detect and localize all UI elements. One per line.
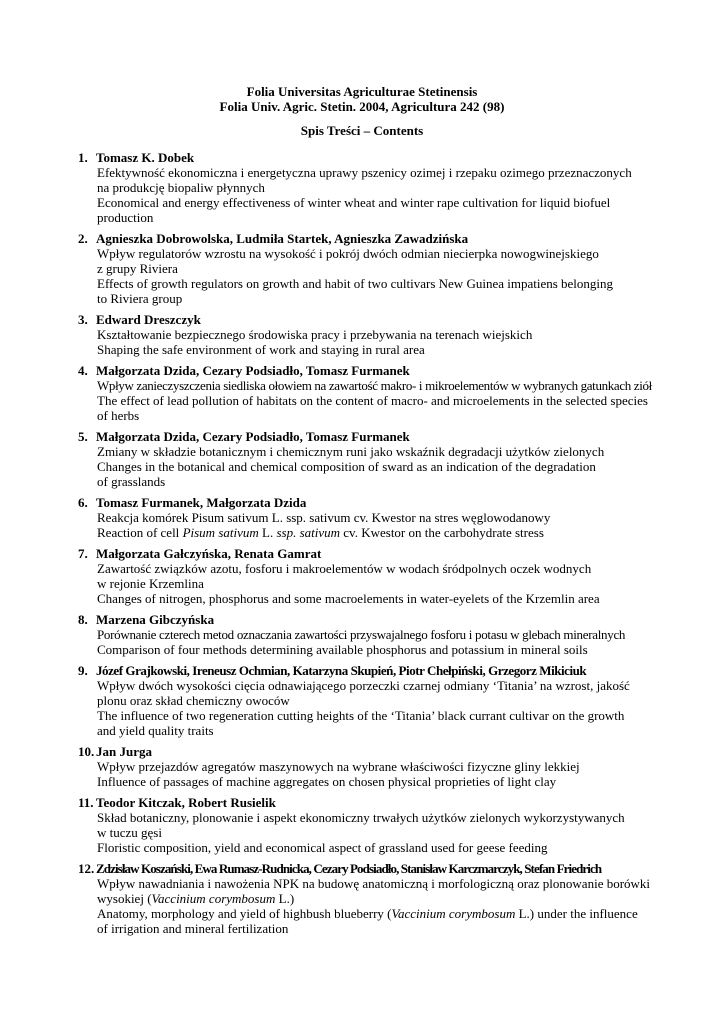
entry-heading xyxy=(78,150,718,165)
entry-authors: Małgorzata Dzida, Cezary Podsiadło, Tomasz Furmanek xyxy=(96,429,410,444)
entry-titles xyxy=(78,876,718,936)
species-name: Pisum sativum xyxy=(182,525,259,540)
entry-titles xyxy=(78,444,718,489)
toc-entry xyxy=(78,231,718,306)
toc-entry xyxy=(78,744,718,789)
entry-titles xyxy=(78,678,718,738)
entry-number: 6. xyxy=(78,495,88,510)
title-line: Wpływ dwóch wysokości cięcia odnawiającego porzeczki czarnej odmiany ‘Titania’ na wzrost, jakość xyxy=(97,678,630,693)
title-line: Zmiany w składzie botanicznym i chemicznym runi jako wskaźnik degradacji użytków zielonych xyxy=(97,444,605,459)
title-line: Economical and energy effectiveness of winter wheat and winter rape cultivation for liquid biofuel xyxy=(97,195,611,210)
text-run: L.) xyxy=(275,891,295,906)
text-run: wysokiej ( xyxy=(97,891,152,906)
title-line: and yield quality traits xyxy=(97,723,214,738)
entry-titles xyxy=(78,165,718,225)
title-line: Zawartość związków azotu, fosforu i makroelementów w wodach śródpolnych oczek wodnych xyxy=(97,561,592,576)
entry-number: 4. xyxy=(78,363,88,378)
title-line: The effect of lead pollution of habitats on the content of macro- and microelements in the selected species xyxy=(97,393,648,408)
title-line: Wpływ regulatorów wzrostu na wysokość i pokrój dwóch odmian niecierpka nowogwinejskiego xyxy=(97,246,599,261)
entry-heading xyxy=(78,663,718,678)
entry-authors: Zdzisław Koszański, Ewa Rumasz-Rudnicka, Cezary Podsiadło, Stanisław Karczmarczyk, Stefan Friedrich xyxy=(96,861,602,876)
entry-authors: Małgorzata Dzida, Cezary Podsiadło, Tomasz Furmanek xyxy=(96,363,410,378)
entry-authors: Edward Dreszczyk xyxy=(96,312,201,327)
entry-authors: Teodor Kitczak, Robert Rusielik xyxy=(96,795,276,810)
title-line: of herbs xyxy=(97,408,140,423)
text-run: cv. Kwestor on the carbohydrate stress xyxy=(340,525,544,540)
toc-entry xyxy=(78,546,718,606)
entry-titles xyxy=(78,327,718,357)
subspecies-name: ssp. sativum xyxy=(276,525,341,540)
entry-heading xyxy=(78,495,718,510)
text-run: L.) under the influence xyxy=(515,906,638,921)
toc-entry xyxy=(78,429,718,489)
entry-number: 10. xyxy=(78,744,95,759)
entry-heading xyxy=(78,231,718,246)
title-line: Effects of growth regulators on growth and habit of two cultivars New Guinea impatiens belonging xyxy=(97,276,614,291)
entry-number: 12. xyxy=(78,861,95,876)
title-line xyxy=(97,891,718,906)
entry-number: 8. xyxy=(78,612,88,627)
entry-number: 9. xyxy=(78,663,88,678)
title-line: Floristic composition, yield and economical aspect of grassland used for geese feeding xyxy=(97,840,548,855)
title-line: Wpływ przejazdów agregatów maszynowych na wybrane właściwości fizyczne gliny lekkiej xyxy=(97,759,580,774)
entry-authors: Agnieszka Dobrowolska, Ludmiła Startek, Agnieszka Zawadzińska xyxy=(96,231,469,246)
title-line: Shaping the safe environment of work and staying in rural area xyxy=(97,342,425,357)
title-line: plonu oraz skład chemiczny owoców xyxy=(97,693,290,708)
toc-entry xyxy=(78,612,718,657)
title-line: w rejonie Krzemlina xyxy=(97,576,204,591)
text-run: Anatomy, morphology and yield of highbush blueberry ( xyxy=(97,906,392,921)
entry-authors: Marzena Gibczyńska xyxy=(96,612,215,627)
title-line: of irrigation and mineral fertilization xyxy=(97,921,289,936)
entry-heading xyxy=(78,312,718,327)
entry-authors: Józef Grajkowski, Ireneusz Ochmian, Katarzyna Skupień, Piotr Chełpiński, Grzegorz Mikiciuk xyxy=(96,663,587,678)
title-line: Changes of nitrogen, phosphorus and some macroelements in water-eyelets of the Krzemlin area xyxy=(97,591,600,606)
title-line: Porównanie czterech metod oznaczania zawartości przyswajalnego fosforu i potasu w glebach mineralnych xyxy=(97,627,626,642)
entry-number: 11. xyxy=(78,795,94,810)
entry-titles xyxy=(78,810,718,855)
entry-number: 3. xyxy=(78,312,88,327)
title-line: Influence of passages of machine aggregates on chosen physical proprieties of light clay xyxy=(97,774,557,789)
title-line: Kształtowanie bezpiecznego środowiska pracy i przebywania na terenach wiejskich xyxy=(97,327,533,342)
title-line: The influence of two regeneration cutting heights of the ‘Titania’ black currant cultivar on the growth xyxy=(97,708,625,723)
toc-entry xyxy=(78,495,718,540)
document-header xyxy=(0,84,724,138)
title-line: to Riviera group xyxy=(97,291,183,306)
entry-heading xyxy=(78,795,718,810)
entry-titles xyxy=(78,510,718,540)
title-line: Comparison of four methods determining available phosphorus and potassium in mineral soils xyxy=(97,642,588,657)
species-name: Vaccinium corymbosum xyxy=(151,891,276,906)
toc-entry xyxy=(78,795,718,855)
entry-titles xyxy=(78,759,718,789)
entry-number: 7. xyxy=(78,546,88,561)
toc-title: Spis Treści – Contents xyxy=(300,123,424,138)
species-name: Vaccinium corymbosum xyxy=(391,906,516,921)
journal-title: Folia Universitas Agriculturae Stetinensis xyxy=(246,84,478,99)
toc-list xyxy=(78,150,718,942)
title-line: of grasslands xyxy=(97,474,166,489)
entry-heading xyxy=(78,429,718,444)
journal-citation: Folia Univ. Agric. Stetin. 2004, Agricultura 242 (98) xyxy=(219,99,505,114)
entry-authors: Jan Jurga xyxy=(96,744,152,759)
title-line: na produkcję biopaliw płynnych xyxy=(97,180,265,195)
entry-authors: Tomasz Furmanek, Małgorzata Dzida xyxy=(96,495,307,510)
entry-titles xyxy=(78,378,718,423)
title-line: z grupy Riviera xyxy=(97,261,178,276)
title-line: Wpływ nawadniania i nawożenia NPK na budowę anatomiczną i morfologiczną oraz plonowanie borówki xyxy=(97,876,651,891)
title-line: Skład botaniczny, plonowanie i aspekt ekonomiczny trwałych użytków zielonych wykorzystywanych xyxy=(97,810,625,825)
title-line: w tuczu gęsi xyxy=(97,825,162,840)
toc-entry xyxy=(78,663,718,738)
entry-titles xyxy=(78,627,718,657)
title-line xyxy=(97,525,718,540)
entry-heading xyxy=(78,546,718,561)
title-line xyxy=(97,906,718,921)
entry-titles xyxy=(78,561,718,606)
toc-entry xyxy=(78,861,718,936)
entry-number: 5. xyxy=(78,429,88,444)
title-line: Efektywność ekonomiczna i energetyczna uprawy pszenicy ozimej i rzepaku ozimego przeznaczonych xyxy=(97,165,632,180)
toc-entry xyxy=(78,312,718,357)
entry-heading xyxy=(78,612,718,627)
entry-heading xyxy=(78,861,718,876)
title-line: Changes in the botanical and chemical composition of sward as an indication of the degradation xyxy=(97,459,596,474)
entry-heading xyxy=(78,363,718,378)
title-line: Reakcja komórek Pisum sativum L. ssp. sativum cv. Kwestor na stres węglowodanowy xyxy=(97,510,551,525)
title-line: Wpływ zanieczyszczenia siedliska ołowiem na zawartość makro- i mikroelementów w wybranych gatunkach ziół xyxy=(97,378,652,393)
entry-authors: Małgorzata Gałczyńska, Renata Gamrat xyxy=(96,546,322,561)
entry-authors: Tomasz K. Dobek xyxy=(96,150,195,165)
entry-number: 1. xyxy=(78,150,88,165)
entry-number: 2. xyxy=(78,231,88,246)
text-run: Reaction of cell xyxy=(97,525,183,540)
text-run: L. xyxy=(258,525,277,540)
entry-titles xyxy=(78,246,718,306)
toc-entry xyxy=(78,150,718,225)
toc-entry xyxy=(78,363,718,423)
title-line: production xyxy=(97,210,154,225)
entry-heading xyxy=(78,744,718,759)
